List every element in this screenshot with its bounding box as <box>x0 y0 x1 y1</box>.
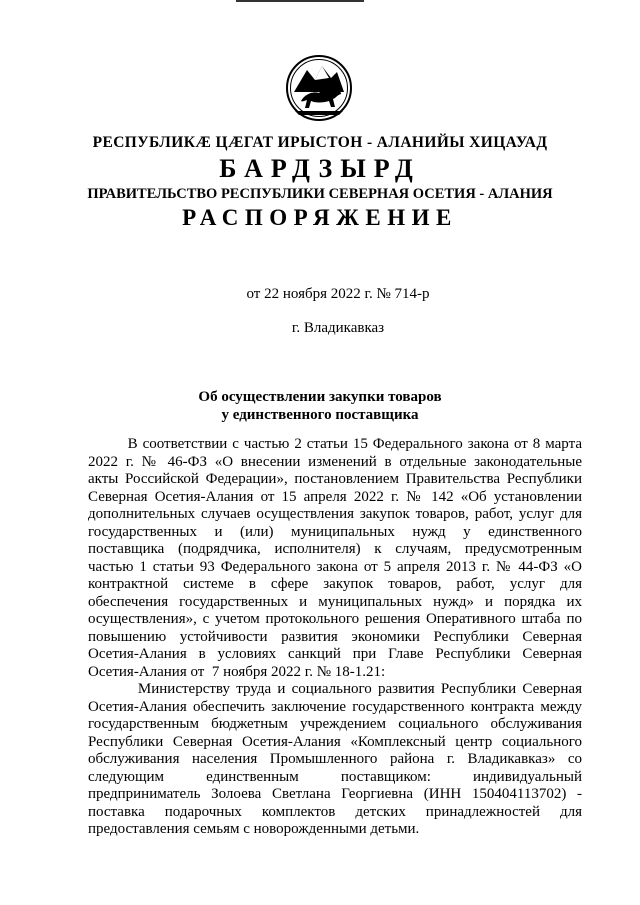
body-line: Осетия-Алания в условиях санкций при Главе Республики Северная <box>88 646 582 662</box>
body-line: Осетия-Алания от 7 ноября 2022 г. № 18-1.21: <box>88 663 386 680</box>
document-city: г. Владикавказ <box>291 320 385 336</box>
body-line: государственных и (или) муниципальных нужд у единственного <box>88 523 582 540</box>
body-line: повышению устойчивости развития экономики Республики Северная <box>88 628 582 645</box>
body-line: 2022 г. № 46-ФЗ «О внесении изменений в отдельные законодательные <box>88 453 582 470</box>
header-ossetian-line-1: РЕСПУБЛИКӔ ЦӔГАТ ИРЫСТОН - АЛАНИЙЫ ХИЦАУАД <box>92 134 548 151</box>
body-line: В соответствии с частью 2 статьи 15 Федерального закона от 8 марта <box>88 436 582 452</box>
body-line: Осетия-Алания обеспечить заключение государственного контракта между <box>88 698 582 715</box>
document-body <box>88 436 582 839</box>
header-russian-line-1: ПРАВИТЕЛЬСТВО РЕСПУБЛИКИ СЕВЕРНАЯ ОСЕТИЯ - АЛАНИЯ <box>87 186 553 202</box>
document-title-line: Об осуществлении закупки товаров <box>198 389 442 405</box>
document-title <box>0 388 640 424</box>
body-line: контрактной системе в сфере закупок товаров, работ, услуг для <box>88 576 582 592</box>
body-line: осуществления», с учетом протокольного решения Оперативного штаба по <box>88 611 582 627</box>
body-line: Северная Осетия-Алания от 15 апреля 2022 г. № 142 «Об установлении <box>88 488 582 505</box>
document-title-line: у единственного поставщика <box>221 407 419 423</box>
body-line: частью 1 статьи 93 Федерального закона от 5 апреля 2013 г. № 44-ФЗ «О <box>88 558 582 575</box>
header-ossetian-line-2: БАРДЗЫРД <box>219 154 421 183</box>
body-line: Республики Северная Осетия-Алания «Комплексный центр социального <box>88 733 582 750</box>
body-line: предприниматель Золоева Светлана Георгиевна (ИНН 150404113702) - <box>88 786 582 802</box>
body-line: Министерству труда и социального развития Республики Северная <box>88 681 582 697</box>
body-line: предоставления семьям с новорожденными детьми. <box>88 821 420 837</box>
body-line: государственным бюджетным учреждением социального обслуживания <box>88 716 582 732</box>
coat-of-arms-emblem-icon <box>285 54 353 122</box>
body-line: следующим единственным поставщиком: индивидуальный <box>88 768 582 785</box>
body-line: акты Российской Федерации», постановлением Правительства Республики <box>88 471 582 487</box>
body-line: поставщика (подрядчика, исполнителя) к случаям, предусмотренным <box>88 541 582 557</box>
document-date-number: от 22 ноября 2022 г. № 714-р <box>246 286 430 302</box>
body-line: обеспечения государственных и муниципальных нужд» и порядка их <box>88 593 582 610</box>
body-line: обслуживания населения Промышленного района г. Владикавказ» со <box>88 751 582 767</box>
top-rule <box>236 0 364 2</box>
header-russian-line-2: РАСПОРЯЖЕНИЕ <box>182 205 458 230</box>
body-line: дополнительных случаев осуществления закупок товаров, работ, услуг для <box>88 506 582 522</box>
body-line: поставка подарочных комплектов детских принадлежностей для <box>88 803 582 820</box>
